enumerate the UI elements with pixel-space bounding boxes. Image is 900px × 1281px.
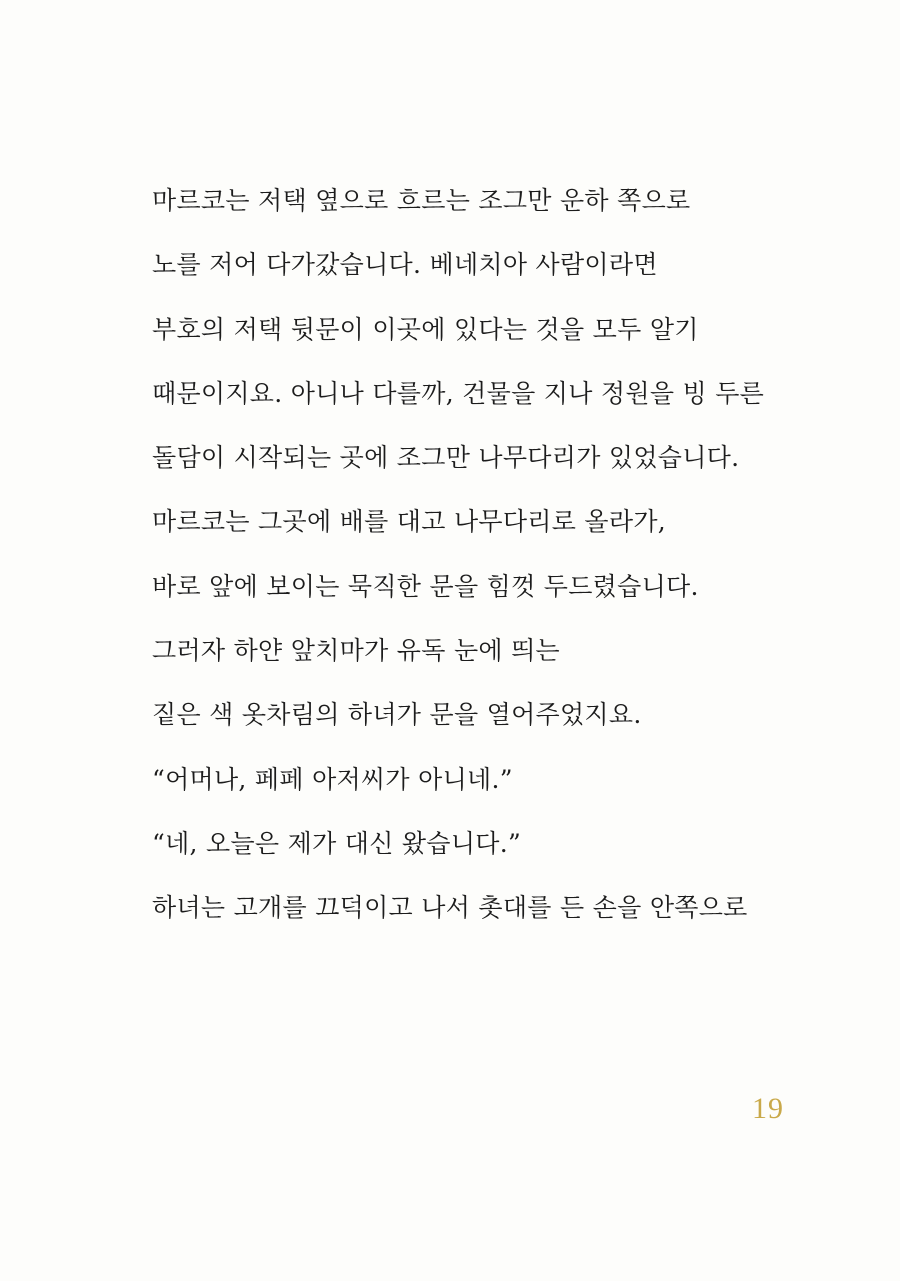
text-line: 마르코는 그곳에 배를 대고 나무다리로 올라가, <box>152 507 667 537</box>
text-line: 부호의 저택 뒷문이 이곳에 있다는 것을 모두 알기 <box>152 314 699 344</box>
text-line: 노를 저어 다가갔습니다. 베네치아 사람이라면 <box>152 250 658 280</box>
text-line: “어머나, 페페 아저씨가 아니네.” <box>152 764 513 794</box>
text-line: 때문이지요. 아니나 다를까, 건물을 지나 정원을 빙 두른 <box>152 378 765 408</box>
text-line: 돌담이 시작되는 곳에 조그만 나무다리가 있었습니다. <box>152 443 740 473</box>
text-line: 하녀는 고개를 끄덕이고 나서 촛대를 든 손을 안쪽으로 <box>152 893 748 923</box>
text-line: “네, 오늘은 제가 대신 왔습니다.” <box>152 828 522 858</box>
text-line: 마르코는 저택 옆으로 흐르는 조그만 운하 쪽으로 <box>152 186 691 215</box>
page-number: 19 <box>752 1092 784 1125</box>
text-line: 그러자 하얀 앞치마가 유독 눈에 띄는 <box>152 636 560 666</box>
story-text <box>152 178 852 950</box>
text-line: 바로 앞에 보이는 묵직한 문을 힘껏 두드렸습니다. <box>152 571 699 601</box>
text-line: 짙은 색 옷차림의 하녀가 문을 열어주었지요. <box>152 700 642 730</box>
